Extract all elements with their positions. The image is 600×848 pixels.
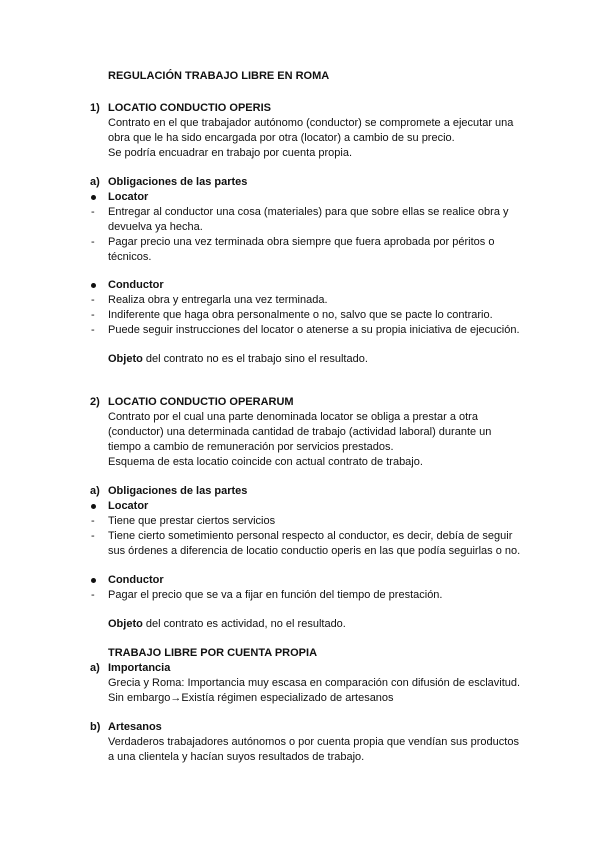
dash-marker: -	[91, 515, 95, 527]
object-statement	[108, 617, 346, 632]
paragraph-line: Contrato por el cual una parte denominada locator se obliga a prestar a otra	[108, 411, 478, 423]
bullet-icon	[91, 504, 96, 509]
list-letter: b)	[90, 721, 101, 733]
list-letter: a)	[90, 662, 100, 674]
object-label: Objeto	[108, 618, 143, 630]
object-statement	[108, 352, 368, 367]
list-item-continuation: devuelva ya hecha.	[108, 221, 203, 233]
dash-marker: -	[91, 206, 95, 218]
paragraph-line: obra que le ha sido encargada por otra (locator) a cambio de su precio.	[108, 132, 455, 144]
subheading: Artesanos	[108, 721, 162, 733]
paragraph-line: a una clientela y hacían suyos resultados de trabajo.	[108, 751, 365, 763]
list-item: Indiferente que haga obra personalmente o no, salvo que se pacte lo contrario.	[108, 309, 493, 321]
dash-marker: -	[91, 324, 95, 336]
section-heading: TRABAJO LIBRE POR CUENTA PROPIA	[108, 647, 318, 659]
dash-marker: -	[91, 236, 95, 248]
list-item-continuation: técnicos.	[108, 251, 152, 263]
list-item: Pagar el precio que se va a fijar en función del tiempo de prestación.	[108, 589, 443, 601]
paragraph-line: Verdaderos trabajadores autónomos o por cuenta propia que vendían sus productos	[108, 736, 519, 748]
bullet-icon	[91, 195, 96, 200]
paragraph-line: Grecia y Roma: Importancia muy escasa en comparación con difusión de esclavitud.	[108, 677, 521, 689]
section-heading: LOCATIO CONDUCTIO OPERARUM	[108, 396, 294, 408]
list-item: Tiene que prestar ciertos servicios	[108, 515, 276, 527]
dash-marker: -	[91, 294, 95, 306]
section-number: 1)	[90, 102, 100, 114]
bullet-icon	[91, 578, 96, 583]
section-heading: LOCATIO CONDUCTIO OPERIS	[108, 102, 271, 114]
list-item: Entregar al conductor una cosa (materiales) para que sobre ellas se realice obra y	[108, 206, 509, 218]
dash-marker: -	[91, 589, 95, 601]
object-label: Objeto	[108, 353, 143, 365]
list-item: Tiene cierto sometimiento personal respecto al conductor, es decir, debía de seguir	[108, 530, 513, 542]
list-letter: a)	[90, 485, 100, 497]
subheading: Importancia	[108, 662, 171, 674]
subheading: Obligaciones de las partes	[108, 485, 248, 497]
paragraph-line: Contrato en el que trabajador autónomo (conductor) se compromete a ejecutar una	[108, 117, 514, 129]
paragraph-line: Sin embargo→Existía régimen especializado de artesanos	[108, 692, 394, 704]
party-label: Conductor	[108, 279, 164, 291]
party-label: Locator	[108, 191, 149, 203]
list-item: Pagar precio una vez terminada obra siempre que fuera aprobada por péritos o	[108, 236, 495, 248]
subheading: Obligaciones de las partes	[108, 176, 248, 188]
list-item: Realiza obra y entregarla una vez terminada.	[108, 294, 328, 306]
paragraph-line: Se podría encuadrar en trabajo por cuenta propia.	[108, 147, 352, 159]
party-label: Locator	[108, 500, 149, 512]
party-label: Conductor	[108, 574, 164, 586]
paragraph-line: (conductor) una determinada cantidad de trabajo (actividad laboral) durante un	[108, 426, 492, 438]
document-title: REGULACIÓN TRABAJO LIBRE EN ROMA	[108, 70, 330, 82]
paragraph-line: Esquema de esta locatio coincide con actual contrato de trabajo.	[108, 456, 423, 468]
bullet-icon	[91, 283, 96, 288]
dash-marker: -	[91, 309, 95, 321]
list-letter: a)	[90, 176, 100, 188]
object-text: del contrato no es el trabajo sino el resultado.	[142, 353, 368, 365]
dash-marker: -	[91, 530, 95, 542]
list-item: Puede seguir instrucciones del locator o atenerse a su propia iniciativa de ejecución.	[108, 324, 520, 336]
paragraph-line: tiempo a cambio de remuneración por servicios prestados.	[108, 441, 394, 453]
section-number: 2)	[90, 396, 100, 408]
object-text: del contrato es actividad, no el resultado.	[142, 618, 346, 630]
list-item-continuation: sus órdenes a diferencia de locatio conductio operis en las que podía seguirlas o no.	[108, 545, 521, 557]
